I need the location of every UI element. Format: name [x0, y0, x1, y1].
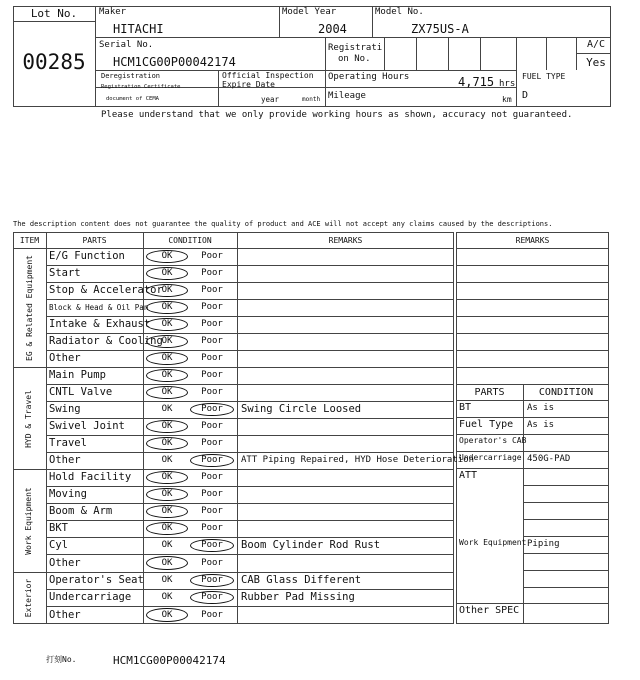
fuel-type-value: D: [522, 90, 529, 101]
part-label: Intake & Exhaust: [49, 318, 151, 330]
maker-value: HITACHI: [113, 22, 164, 36]
model-no-value: ZX75US-A: [411, 22, 469, 36]
selected-condition-circle: [146, 505, 188, 518]
hours-note: Please understand that we only provide working hours as shown, accuracy not guaranteed.: [101, 110, 573, 120]
remark-text: Boom Cylinder Rod Rust: [241, 539, 381, 551]
part-label: Undercarriage: [49, 591, 132, 603]
disclaimer: The description content does not guarantee the quality of product and ACE will not accept any claims caused by the descriptions.: [13, 220, 553, 228]
condition-ok[interactable]: OK: [161, 319, 173, 329]
selected-condition-circle: [146, 250, 188, 263]
spec-part-label: Fuel Type: [459, 419, 514, 430]
part-label: Travel: [49, 437, 87, 449]
condition-poor[interactable]: Poor: [201, 540, 223, 550]
condition-poor[interactable]: Poor: [201, 302, 223, 312]
condition-poor[interactable]: Poor: [201, 336, 223, 346]
part-label: Swivel Joint: [49, 420, 125, 432]
selected-condition-circle: [190, 539, 234, 552]
part-label: Start: [49, 267, 81, 279]
condition-ok[interactable]: OK: [161, 472, 173, 482]
selected-condition-circle: [146, 369, 188, 382]
model-no-label: Model No.: [375, 7, 424, 17]
condition-ok[interactable]: OK: [161, 506, 173, 516]
part-label: BKT: [49, 522, 68, 534]
part-label: Radiator & Cooling: [49, 335, 163, 347]
maker-label: Maker: [99, 7, 127, 17]
spec-condition-value: As is: [527, 403, 555, 413]
section-label-exterior: Exterior: [24, 578, 33, 618]
selected-condition-circle: [146, 420, 188, 433]
selected-condition-circle: [190, 454, 234, 467]
condition-ok[interactable]: OK: [161, 455, 173, 465]
condition-ok[interactable]: OK: [161, 421, 173, 431]
condition-ok[interactable]: OK: [161, 489, 173, 499]
month-label: month: [302, 96, 321, 103]
condition-poor[interactable]: Poor: [201, 472, 223, 482]
part-label: Hold Facility: [49, 471, 132, 483]
condition-ok[interactable]: OK: [161, 592, 173, 602]
part-label: Moving: [49, 488, 87, 500]
engraved-no-label: 打刻No.: [46, 655, 77, 664]
engraved-no-value: HCM1CG00P00042174: [113, 654, 226, 667]
condition-ok[interactable]: OK: [161, 387, 173, 397]
condition-poor[interactable]: Poor: [201, 455, 223, 465]
operating-hours-value: 4,715: [458, 75, 495, 89]
part-label: E/G Function: [49, 250, 125, 262]
condition-poor[interactable]: Poor: [201, 319, 223, 329]
right-parts-header: PARTS: [474, 387, 505, 398]
registration-label-2: on No.: [338, 54, 371, 64]
remarks-header: REMARKS: [328, 236, 363, 245]
part-label: Other: [49, 556, 81, 569]
remark-text: ATT Piping Repaired, HYD Hose Deterioration: [241, 455, 474, 465]
document-of-cema-label: document of CEMA: [106, 96, 159, 102]
section-label-work: Work Equipment: [24, 487, 33, 555]
part-label: Other: [49, 454, 81, 466]
registration-certificate-label: Registration Certificate: [101, 84, 181, 90]
condition-poor[interactable]: Poor: [201, 557, 223, 568]
ac-value: Yes: [586, 56, 606, 69]
part-label: Boom & Arm: [49, 505, 113, 517]
right-condition-header: CONDITION: [538, 387, 594, 398]
right-remarks-header: REMARKS: [515, 236, 550, 245]
condition-poor[interactable]: Poor: [201, 592, 223, 602]
remark-text: Swing Circle Loosed: [241, 403, 362, 415]
serial-no-label: Serial No.: [99, 40, 154, 50]
selected-condition-circle: [146, 488, 188, 501]
condition-ok[interactable]: OK: [161, 370, 173, 380]
condition-ok[interactable]: OK: [161, 523, 173, 533]
selected-condition-circle: [146, 471, 188, 484]
condition-poor[interactable]: Poor: [201, 285, 223, 295]
registration-label: Registrati: [328, 43, 383, 53]
condition-poor[interactable]: Poor: [201, 251, 223, 261]
part-label: CNTL Valve: [49, 386, 113, 398]
condition-poor[interactable]: Poor: [201, 268, 223, 278]
spec-part-label: ATT: [459, 470, 478, 481]
remark-text: CAB Glass Different: [241, 574, 362, 586]
item-header: ITEM: [19, 236, 40, 245]
selected-condition-circle: [146, 386, 188, 399]
condition-poor[interactable]: Poor: [201, 387, 223, 397]
selected-condition-circle: [190, 574, 234, 587]
spec-part-label: Operator's CAB: [459, 436, 527, 445]
selected-condition-circle: [146, 284, 188, 297]
selected-condition-circle: [146, 267, 188, 280]
part-label: Other: [49, 352, 81, 364]
condition-ok[interactable]: OK: [161, 251, 173, 261]
condition-ok[interactable]: OK: [161, 540, 173, 550]
model-year-value: 2004: [318, 22, 347, 36]
official-inspection-label: Official Inspection: [222, 71, 314, 80]
condition-poor[interactable]: Poor: [201, 575, 223, 585]
fuel-type-label: FUEL TYPE: [522, 72, 566, 81]
condition-ok[interactable]: OK: [161, 438, 173, 448]
condition-ok[interactable]: OK: [161, 404, 173, 414]
part-label: Block & Head & Oil Pan: [49, 302, 149, 312]
condition-ok[interactable]: OK: [161, 336, 173, 346]
section-label-hyd: HYD & Travel: [24, 390, 33, 448]
lot-no-label: Lot No.: [30, 7, 78, 20]
mileage-label: Mileage: [328, 91, 366, 101]
condition-ok[interactable]: OK: [161, 353, 173, 363]
condition-poor[interactable]: Poor: [201, 438, 223, 448]
selected-condition-circle: [146, 301, 188, 314]
selected-condition-circle: [146, 556, 188, 570]
part-label: Cyl: [49, 539, 68, 551]
selected-condition-circle: [146, 318, 188, 331]
remark-text: Rubber Pad Missing: [241, 591, 355, 603]
operating-hours-label: Operating Hours: [328, 72, 410, 82]
parts-header: PARTS: [82, 236, 107, 245]
lot-no-value: 00285: [22, 50, 86, 74]
condition-poor[interactable]: Poor: [201, 523, 223, 533]
condition-ok[interactable]: OK: [161, 285, 173, 295]
part-label: Other: [49, 608, 81, 621]
selected-condition-circle: [146, 522, 188, 535]
condition-poor[interactable]: Poor: [201, 353, 223, 363]
condition-ok[interactable]: OK: [161, 302, 173, 312]
selected-condition-circle: [190, 403, 234, 416]
selected-condition-circle: [146, 352, 188, 365]
hrs-label: hrs: [499, 79, 516, 89]
model-year-label: Model Year: [282, 7, 337, 17]
condition-ok[interactable]: OK: [161, 575, 173, 585]
part-label: Operator's Seat: [49, 574, 144, 586]
condition-header: CONDITION: [168, 236, 212, 245]
section-label-eg: EG & Related Equipment: [25, 255, 34, 361]
part-label: Main Pump: [49, 369, 106, 381]
expire-date-label: Expire Date: [222, 80, 275, 89]
condition-ok[interactable]: OK: [161, 557, 173, 568]
spec-condition-value: As is: [527, 420, 555, 430]
deregistration-label: Deregistration: [101, 72, 161, 80]
part-label: Stop & Accelerator: [49, 284, 163, 296]
spec-condition-value: Piping: [527, 539, 560, 549]
ac-label: A/C: [586, 39, 606, 50]
spec-part-label: BT: [459, 402, 472, 413]
condition-poor[interactable]: Poor: [201, 404, 223, 414]
selected-condition-circle: [190, 591, 234, 604]
condition-poor[interactable]: Poor: [201, 421, 223, 431]
km-label: km: [502, 95, 512, 104]
spec-condition-value: 450G-PAD: [527, 454, 571, 464]
spec-part-label: Work Equipment: [459, 538, 527, 547]
spec-part-label: Other SPEC: [459, 605, 520, 616]
condition-poor[interactable]: Poor: [201, 489, 223, 499]
condition-poor[interactable]: Poor: [201, 370, 223, 380]
spec-part-label: Undercarriage: [459, 453, 522, 462]
year-label: year: [261, 95, 280, 104]
condition-poor[interactable]: Poor: [201, 609, 223, 620]
selected-condition-circle: [146, 437, 188, 450]
part-label: Swing: [49, 403, 81, 415]
condition-poor[interactable]: Poor: [201, 506, 223, 516]
condition-ok[interactable]: OK: [161, 609, 173, 620]
condition-ok[interactable]: OK: [161, 268, 173, 278]
serial-no-value: HCM1CG00P00042174: [113, 55, 236, 69]
selected-condition-circle: [146, 608, 188, 622]
selected-condition-circle: [146, 335, 188, 348]
